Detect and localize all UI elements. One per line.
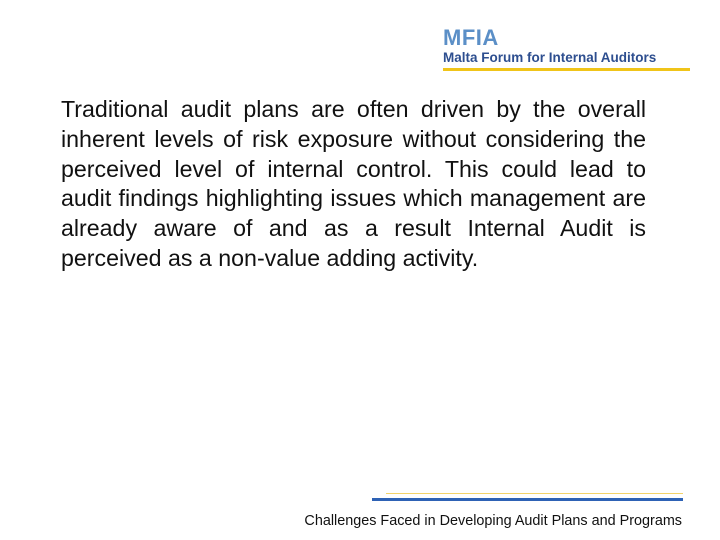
body-paragraph: Traditional audit plans are often driven by the overall inherent levels of risk exposure without considering the perceived level of internal control. This could lead to audit findings highlighting issues which management are already aware of and as a result Internal Audit is perceived as a non-value adding activity. xyxy=(61,96,646,271)
footer-divider-thin xyxy=(386,493,683,494)
logo-full-name: Malta Forum for Internal Auditors xyxy=(443,50,657,65)
logo-underline xyxy=(443,68,690,71)
mfia-logo xyxy=(443,26,693,71)
footer-title: Challenges Faced in Developing Audit Plans and Programs xyxy=(304,513,682,529)
logo-abbreviation: MFIA xyxy=(443,25,499,50)
footer-divider xyxy=(372,498,683,501)
